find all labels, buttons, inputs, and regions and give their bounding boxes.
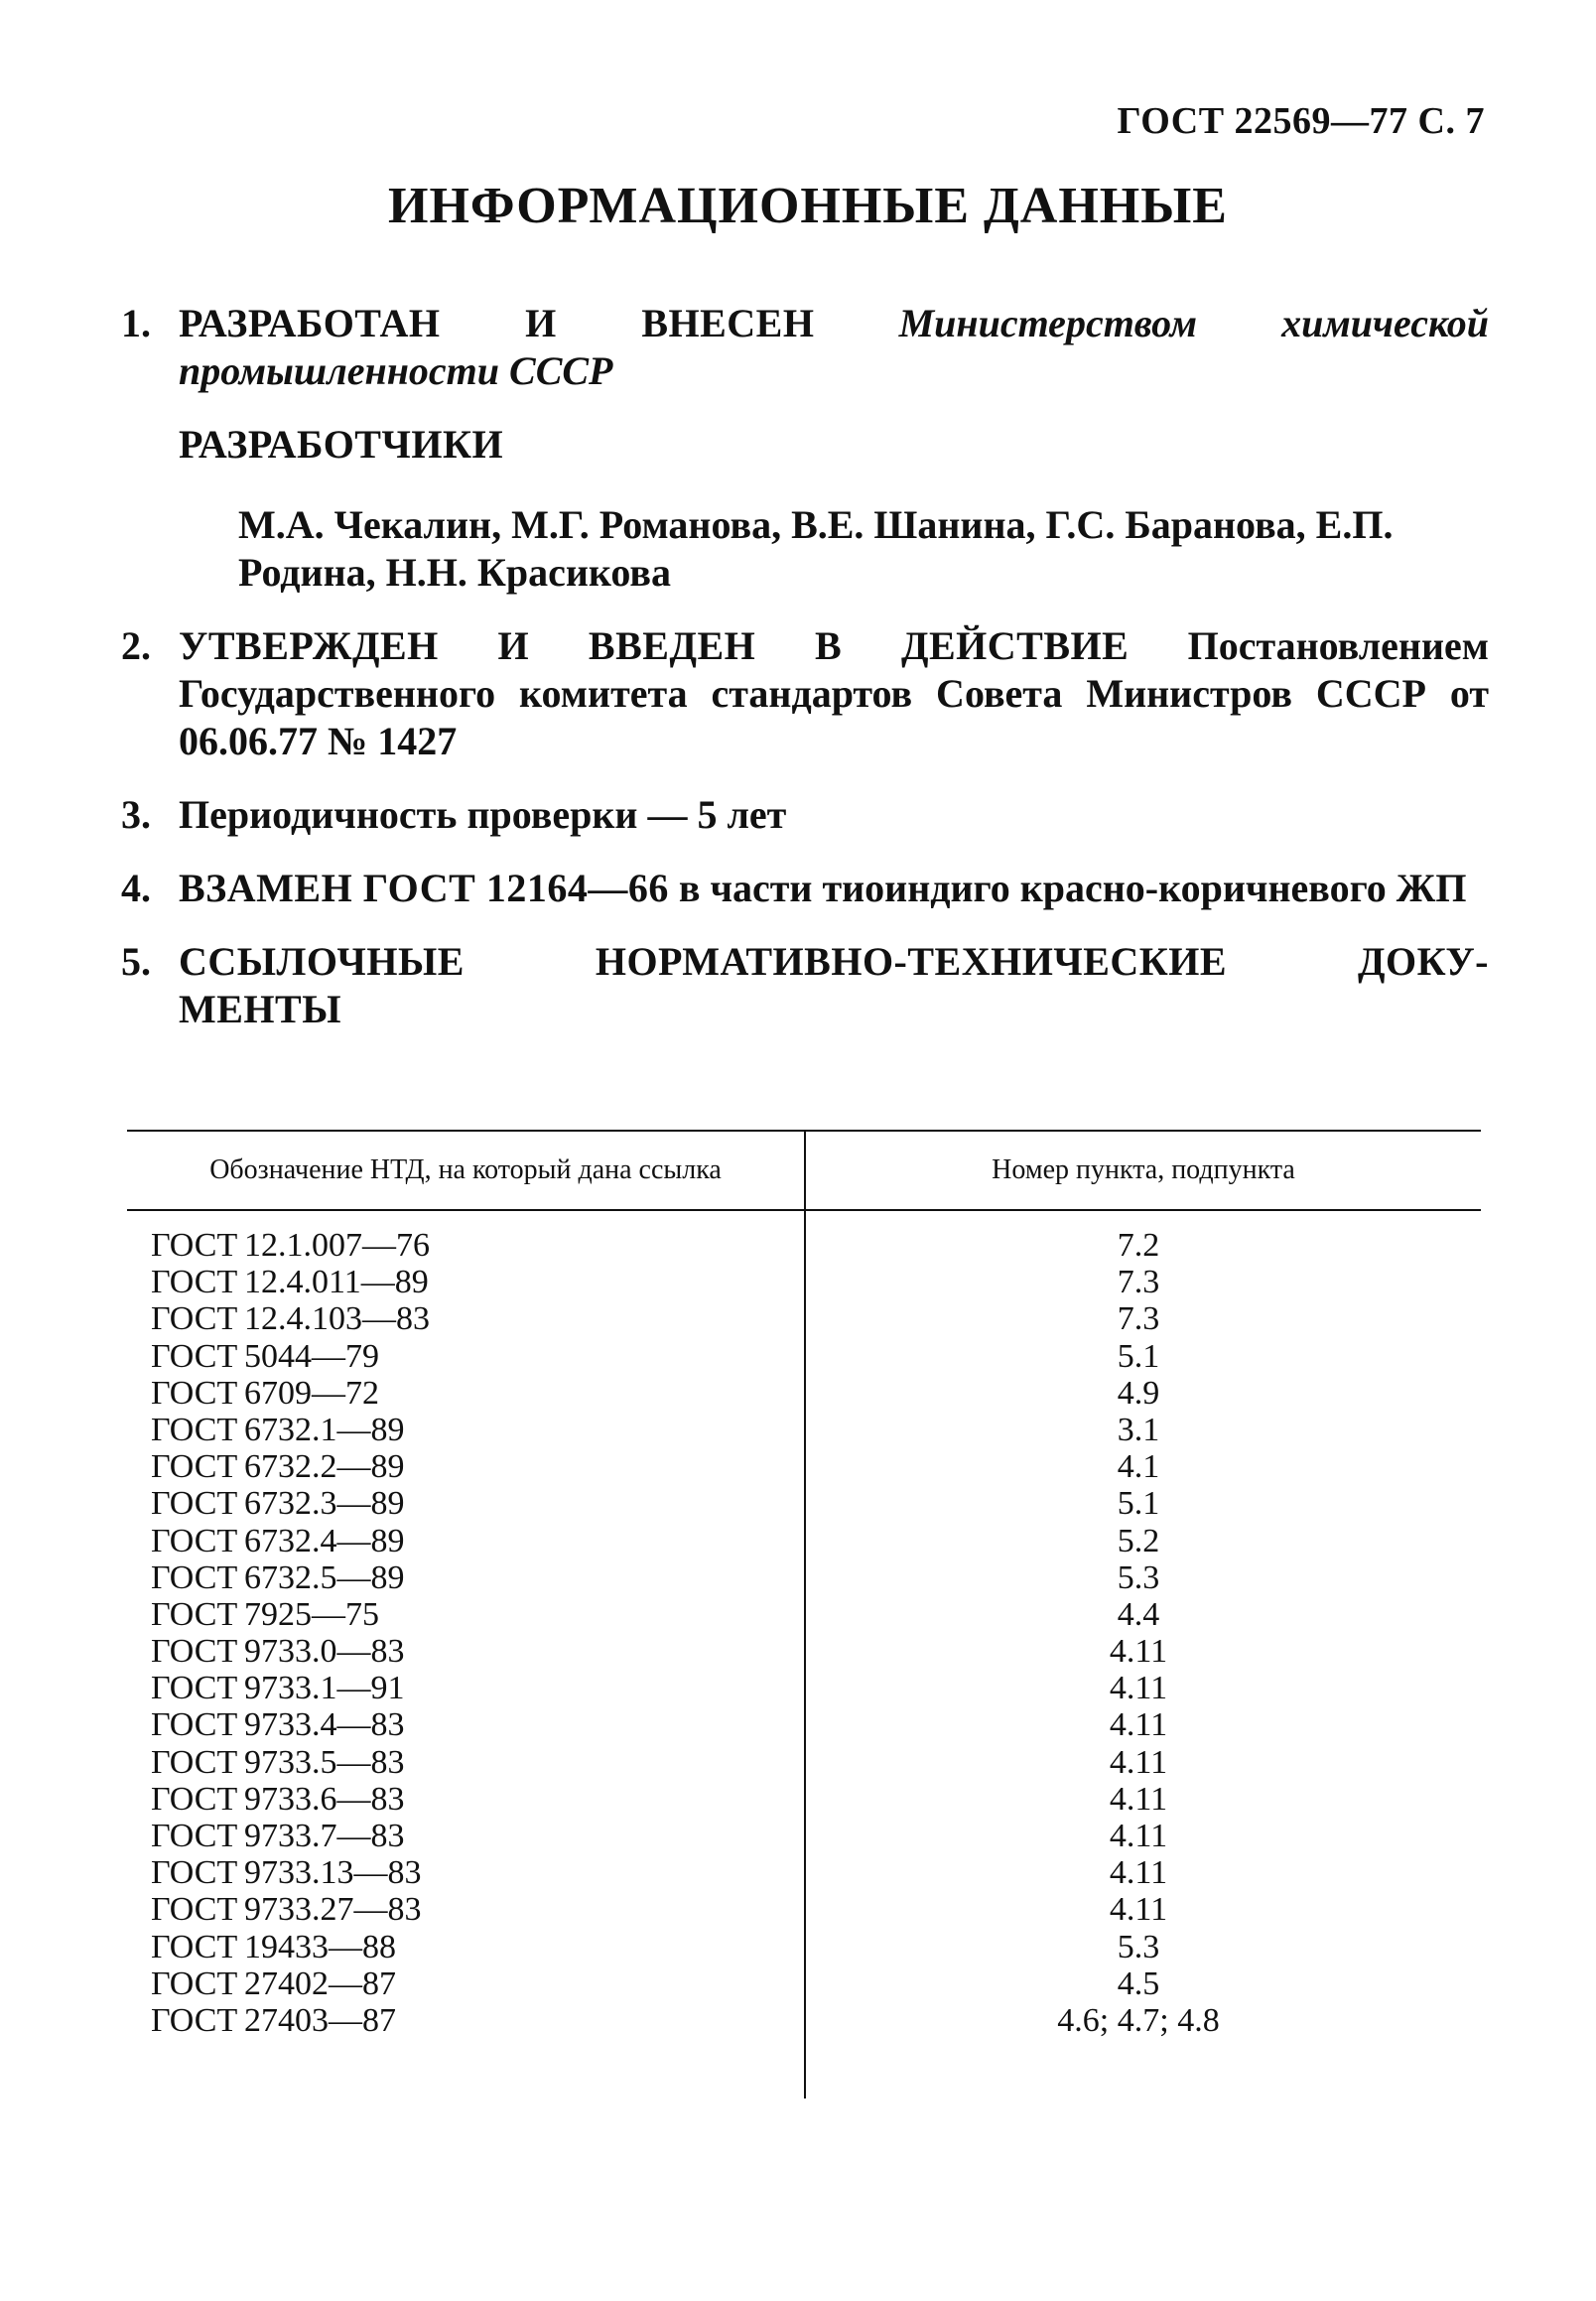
designation-column: [127, 1211, 806, 2098]
gost-prefix: ГОСТ: [151, 1485, 238, 1523]
table-cell-designation: [127, 1300, 804, 1337]
table-cell-designation: [127, 1891, 804, 1928]
item-text: в части тиоиндиго красно-коричневого ЖП: [678, 866, 1467, 910]
gost-prefix: ГОСТ: [151, 1264, 238, 1301]
item-number: 4.: [121, 866, 151, 910]
clause-column: [806, 1211, 1481, 2098]
table-cell-designation: [127, 1523, 804, 1559]
doc-number: 9733.27—83: [244, 1891, 422, 1929]
table-cell-designation: [127, 1744, 804, 1781]
doc-number: 6732.3—89: [244, 1485, 405, 1523]
doc-number: 12.4.103—83: [244, 1300, 430, 1338]
doc-number: 7925—75: [244, 1595, 379, 1633]
gost-prefix: ГОСТ: [151, 1411, 238, 1448]
gost-prefix: ГОСТ: [151, 1337, 238, 1375]
table-cell-clause: 4.5: [1117, 1964, 1160, 2002]
table-cell-designation: [127, 1264, 804, 1300]
table-header-row: [127, 1132, 1481, 1211]
item-word: МЕНТЫ: [179, 987, 342, 1031]
item-lead: УТВЕРЖДЕН И ВВЕДЕН В ДЕЙСТВИЕ: [179, 623, 1130, 668]
gost-prefix: ГОСТ: [151, 2001, 238, 2039]
table-cell-designation: [127, 1965, 804, 2002]
table-cell-clause: 4.4: [1117, 1595, 1160, 1633]
table-cell-designation: [127, 1854, 804, 1891]
table-cell-clause: 5.3: [1117, 1928, 1160, 1965]
doc-number: 9733.7—83: [244, 1818, 405, 1854]
doc-number: 5044—79: [244, 1337, 379, 1375]
table-cell-designation: [127, 1633, 804, 1670]
item-word: НОРМАТИВНО-ТЕХНИЧЕСКИЕ: [595, 939, 1228, 984]
table-cell-clause: 7.3: [1117, 1264, 1160, 1301]
table-cell-designation: [127, 1375, 804, 1412]
gost-prefix: ГОСТ: [151, 1891, 238, 1929]
developers-names: М.А. Чекалин, М.Г. Романова, В.Е. Шанина, Г.С. Баранова, Е.П. Родина, Н.Н. Красикова: [238, 502, 1394, 595]
gost-prefix: ГОСТ: [151, 1964, 238, 2002]
table-cell-clause: 4.11: [1109, 1891, 1168, 1929]
doc-number: 9733.13—83: [244, 1854, 422, 1892]
table-cell-designation: [127, 1818, 804, 1854]
doc-number: 12.4.011—89: [244, 1264, 429, 1301]
doc-number: 9733.1—91: [244, 1670, 405, 1707]
column-header-designation: Обозначение НТД, на который дана ссылка: [127, 1132, 806, 1209]
gost-prefix: ГОСТ: [151, 1670, 238, 1707]
table-cell-clause: 4.11: [1109, 1818, 1168, 1854]
table-cell-clause: 5.1: [1117, 1485, 1160, 1523]
doc-number: 6732.1—89: [244, 1411, 405, 1448]
item-1: [121, 300, 1489, 395]
table-cell-clause: 7.3: [1117, 1300, 1160, 1338]
table-cell-designation: [127, 1485, 804, 1522]
doc-number: 9733.6—83: [244, 1780, 405, 1818]
gost-prefix: ГОСТ: [151, 1227, 238, 1264]
item-number: 5.: [121, 939, 151, 984]
table-cell-designation: [127, 1596, 804, 1633]
gost-prefix: ГОСТ: [151, 1595, 238, 1633]
gost-prefix: ГОСТ: [151, 1706, 238, 1744]
table-cell-designation: [127, 1448, 804, 1485]
gost-prefix: ГОСТ: [151, 1300, 238, 1338]
table-cell-clause: 4.11: [1109, 1670, 1168, 1707]
table-cell-clause: 5.3: [1117, 1558, 1160, 1596]
table-cell-clause: 4.11: [1109, 1780, 1168, 1818]
doc-number: 9733.0—83: [244, 1633, 405, 1671]
table-cell-clause: 5.2: [1117, 1522, 1160, 1559]
info-list: [121, 300, 1489, 1059]
item-number: 1.: [121, 301, 151, 345]
table-cell-designation: [127, 1781, 804, 1818]
doc-number: 9733.5—83: [244, 1743, 405, 1781]
item-text: Периодичность проверки — 5 лет: [179, 792, 787, 837]
reference-table: [127, 1130, 1481, 2098]
item-5-line: [179, 938, 1489, 986]
item-number: 3.: [121, 792, 151, 837]
gost-prefix: ГОСТ: [151, 1558, 238, 1596]
table-cell-clause: 4.11: [1109, 1633, 1168, 1671]
doc-number: 12.1.007—76: [244, 1227, 430, 1264]
item-lead: ВЗАМЕН ГОСТ 12164—66: [179, 866, 669, 910]
table-cell-clause: 3.1: [1117, 1411, 1160, 1448]
page-title: ИНФОРМАЦИОННЫЕ ДАННЫЕ: [388, 178, 1228, 234]
item-3: [121, 791, 1489, 839]
table-cell-designation: [127, 1227, 804, 1264]
gost-prefix: ГОСТ: [151, 1633, 238, 1671]
item-2: [121, 622, 1489, 765]
doc-number: 27402—87: [244, 1964, 396, 2002]
item-word: ССЫЛОЧНЫЕ: [179, 939, 465, 984]
table-cell-clause: 4.9: [1117, 1374, 1160, 1412]
table-cell-designation: [127, 1706, 804, 1743]
item-text: Постановлением Государственного комитета стандартов Совета Министров СССР от 06.06.77 № 1427: [179, 623, 1490, 763]
table-cell-clause: 5.1: [1117, 1337, 1160, 1375]
doc-number: 6732.5—89: [244, 1558, 405, 1596]
gost-prefix: ГОСТ: [151, 1818, 238, 1854]
gost-prefix: ГОСТ: [151, 1448, 238, 1486]
gost-prefix: ГОСТ: [151, 1928, 238, 1965]
doc-number: 6732.2—89: [244, 1448, 405, 1486]
table-cell-designation: [127, 1412, 804, 1448]
doc-number: 27403—87: [244, 2001, 396, 2039]
doc-number: 9733.4—83: [244, 1706, 405, 1744]
table-cell-designation: [127, 2002, 804, 2039]
table-cell-clause: 4.11: [1109, 1854, 1168, 1892]
item-word: ДОКУ-: [1357, 939, 1489, 984]
item-text: Министерством химической промышленности СССР: [179, 301, 1489, 393]
gost-prefix: ГОСТ: [151, 1374, 238, 1412]
table-cell-designation: [127, 1670, 804, 1706]
page-header-doc-ref: ГОСТ 22569—77 С. 7: [1117, 100, 1485, 142]
table-cell-clause: 4.11: [1109, 1743, 1168, 1781]
item-4: [121, 865, 1489, 912]
table-cell-designation: [127, 1559, 804, 1596]
gost-prefix: ГОСТ: [151, 1854, 238, 1892]
gost-prefix: ГОСТ: [151, 1743, 238, 1781]
table-cell-clause: 7.2: [1117, 1227, 1160, 1264]
table-cell-designation: [127, 1929, 804, 1965]
gost-prefix: ГОСТ: [151, 1780, 238, 1818]
doc-number: 6709—72: [244, 1374, 379, 1412]
table-cell-clause: 4.1: [1117, 1448, 1160, 1486]
table-cell-designation: [127, 1338, 804, 1375]
item-number: 2.: [121, 623, 151, 668]
gost-prefix: ГОСТ: [151, 1522, 238, 1559]
table-body: [127, 1211, 1481, 2098]
doc-number: 6732.4—89: [244, 1522, 405, 1559]
developers-heading: РАЗРАБОТЧИКИ: [179, 422, 504, 467]
table-cell-clause: 4.11: [1109, 1706, 1168, 1744]
item-5: [121, 938, 1489, 1033]
item-lead: РАЗРАБОТАН И ВНЕСЕН: [179, 301, 815, 345]
doc-number: 19433—88: [244, 1928, 396, 1965]
table-cell-clause: 4.6; 4.7; 4.8: [1057, 2001, 1220, 2039]
column-header-clause: Номер пункта, подпункта: [992, 1154, 1295, 1185]
